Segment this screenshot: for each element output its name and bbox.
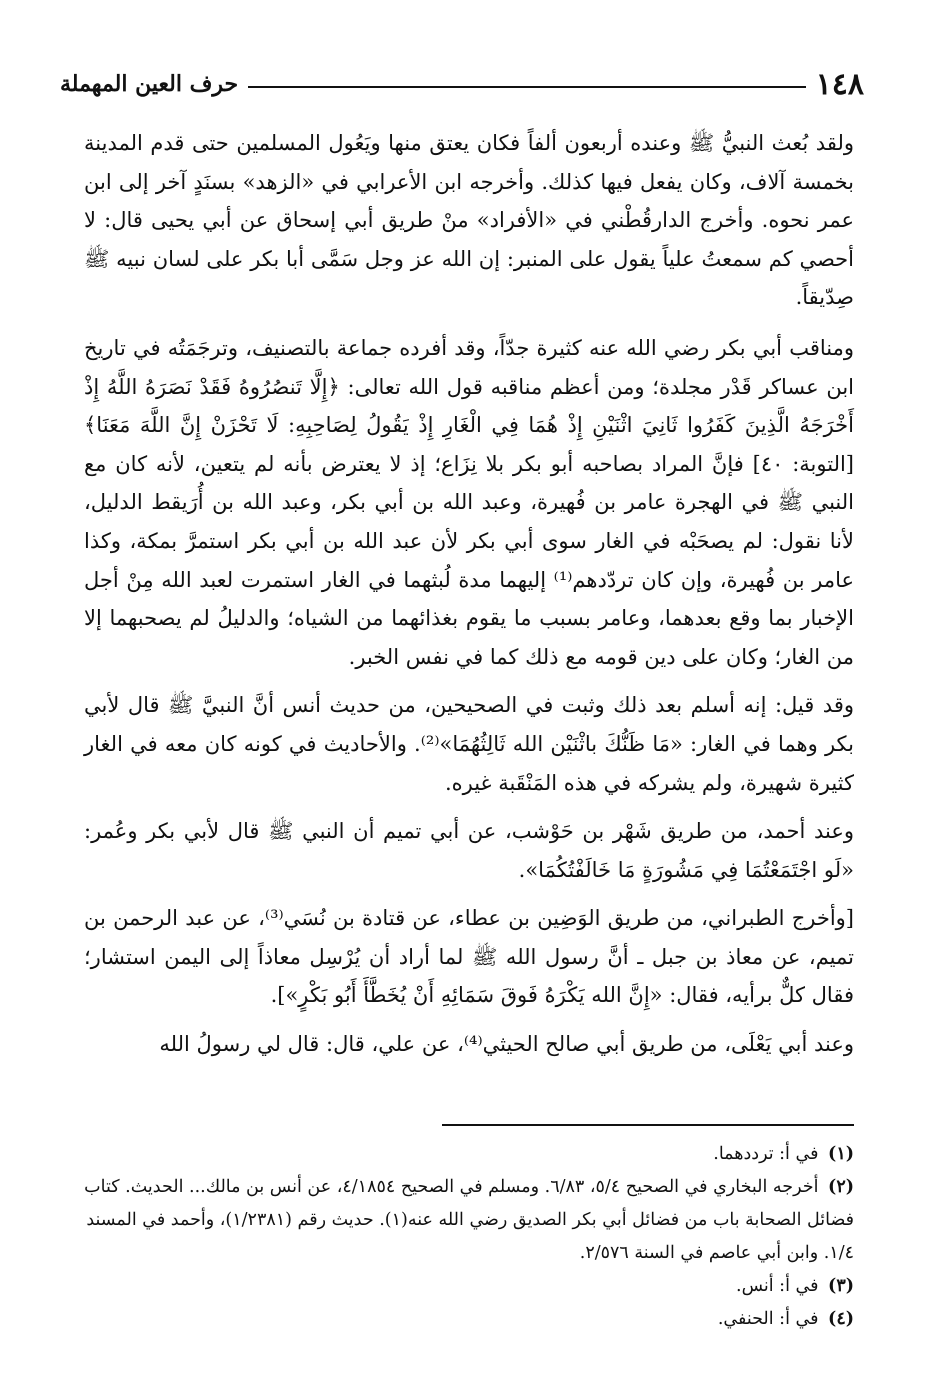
paragraph: وقد قيل: إنه أسلم بعد ذلك وثبت في الصحيحين، من حديث أنس أنَّ النبيَّ ﷺ قال لأبي بكر وهما في الغار: «مَا ظَنُّكَ باثْنَيْن الله ثَالِثُهُمَا»⁽²⁾. والأحاديث في كونه كان معه في الغار كثيرة شهيرة، ولم يشركه في هذه المَنْقَبة غيره. (84, 693, 854, 795)
paragraph: ولقد بُعث النبيُّ ﷺ وعنده أربعون ألفاً فكان يعتق منها ويَعُول المسلمين حتى قدم المدينة بخمسة آلاف، وكان يفعل فيها كذلك. وأخرجه ابن الأعرابي في «الزهد» بسنَدٍ آخر إلى ابن عمر نحوه. وأخرج الدارقُطْني في «الأفراد» منْ طريق أبي إسحاق عن أبي يحيى قال: لا أحصي كم سمعتُ علياً يقول على المنبر: إن الله عز وجل سَمَّى أبا بكر على لسان نبيه ﷺ صِدّيقاً. (84, 131, 854, 310)
main-text (84, 124, 854, 1074)
footnote (84, 1270, 854, 1303)
footnote-text: في أ: ترددهما. (713, 1144, 819, 1164)
paragraph: وعند أحمد، من طريق شَهْر بن حَوْشب، عن أبي تميم أن النبي ﷺ قال لأبي بكر وعُمر: «لَو اجْتَمَعْتُمَا فِي مَشُورَةٍ مَا خَالَفْتُكُمَا». (84, 819, 854, 882)
footnote-mark: (٣) (828, 1276, 854, 1296)
footnotes (84, 1138, 854, 1336)
section-title: حرف العين المهملة (60, 71, 239, 97)
footnote (84, 1303, 854, 1336)
footnote (84, 1171, 854, 1270)
footnote-text: أخرجه البخاري في الصحيح ٥/٤، ٦/٨٣. ومسلم في الصحيح ٤/١٨٥٤، عن أنس بن مالك... الحديث. كتاب فضائل الصحابة باب من فضائل أبي بكر الصديق رضي الله عنه(١). حديث رقم (١/٢٣٨١)، وأحمد في المسند ١/٤. وابن أبي عاصم في السنة ٢/٥٧٦. (84, 1177, 854, 1263)
page-number: ١٤٨ (815, 66, 864, 102)
footnote-divider (442, 1124, 854, 1126)
footnote-text: في أ: الحنفي. (717, 1309, 819, 1329)
footnote-text: في أ: أنس. (736, 1276, 819, 1296)
footnote-mark: (٢) (828, 1177, 854, 1197)
header-rule (248, 86, 806, 88)
page-header (60, 62, 864, 106)
footnote-mark: (٤) (828, 1309, 854, 1329)
paragraph: وعند أبي يَعْلَى، من طريق أبي صالح الحيثي⁽⁴⁾، عن علي، قال: قال لي رسولُ الله (159, 1032, 854, 1057)
footnote-mark: (١) (828, 1144, 854, 1164)
paragraph: [وأخرج الطبراني، من طريق الوَضِين بن عطاء، عن قتادة بن نُسَي⁽³⁾، عن عبد الرحمن بن تميم، عن معاذ بن جبل ـ أنَّ رسول الله ﷺ لما أراد أن يُرْسِل معاذاً إلى اليمن استشار؛ فقال كلٌّ برأيه، فقال: «إِنَّ الله يَكْرَهُ فَوقَ سَمَائِهِ أَنْ يُخَطَّأَ أَبُو بَكْرٍ»]. (84, 906, 854, 1008)
footnote (84, 1138, 854, 1171)
paragraph: ومناقب أبي بكر رضي الله عنه كثيرة جدّاً، وقد أفرده جماعة بالتصنيف، وترجَمَتُه في تاريخ ابن عساكر قَدْر مجلدة؛ ومن أعظم مناقبه قول الله تعالى: ﴿إِلَّا تَنصُرُوهُ فَقَدْ نَصَرَهُ اللَّهُ إِذْ أَخْرَجَهُ الَّذِينَ كَفَرُوا ثَانِيَ اثْنَيْنِ إِذْ هُمَا فِي الْغَارِ إِذْ يَقُولُ لِصَاحِبِهِ: لَا تَحْزَنْ إِنَّ اللَّهَ مَعَنَا﴾ [التوبة: ٤٠] فإنَّ المراد بصاحبه أبو بكر بلا نِزَاع؛ إذ لا يعترض بأنه لم يتعين، لأنه كان مع النبي ﷺ في الهجرة عامر بن فُهيرة، وعبد الله بن أبي بكر، وعبد الله بن أُرَيقط الدليل، لأنا نقول: لم يصحَبْه في الغار سوى أبي بكر لأن عبد الله بن أبي بكر استمرَّ بمكة، وكذا عامر بن فُهيرة، وإن كان تردّدهم⁽¹⁾ إليهما مدة لُبثهما في الغار استمرت لعبد الله مِنْ أجل الإخبار بما وقع بعدهما، وعامر بسبب ما يقوم بغذائهما من الشياه؛ والدليلُ لم يصحبهما إلا من الغار؛ وكان على دين قومه مع ذلك كما في نفس الخبر. (84, 335, 855, 669)
